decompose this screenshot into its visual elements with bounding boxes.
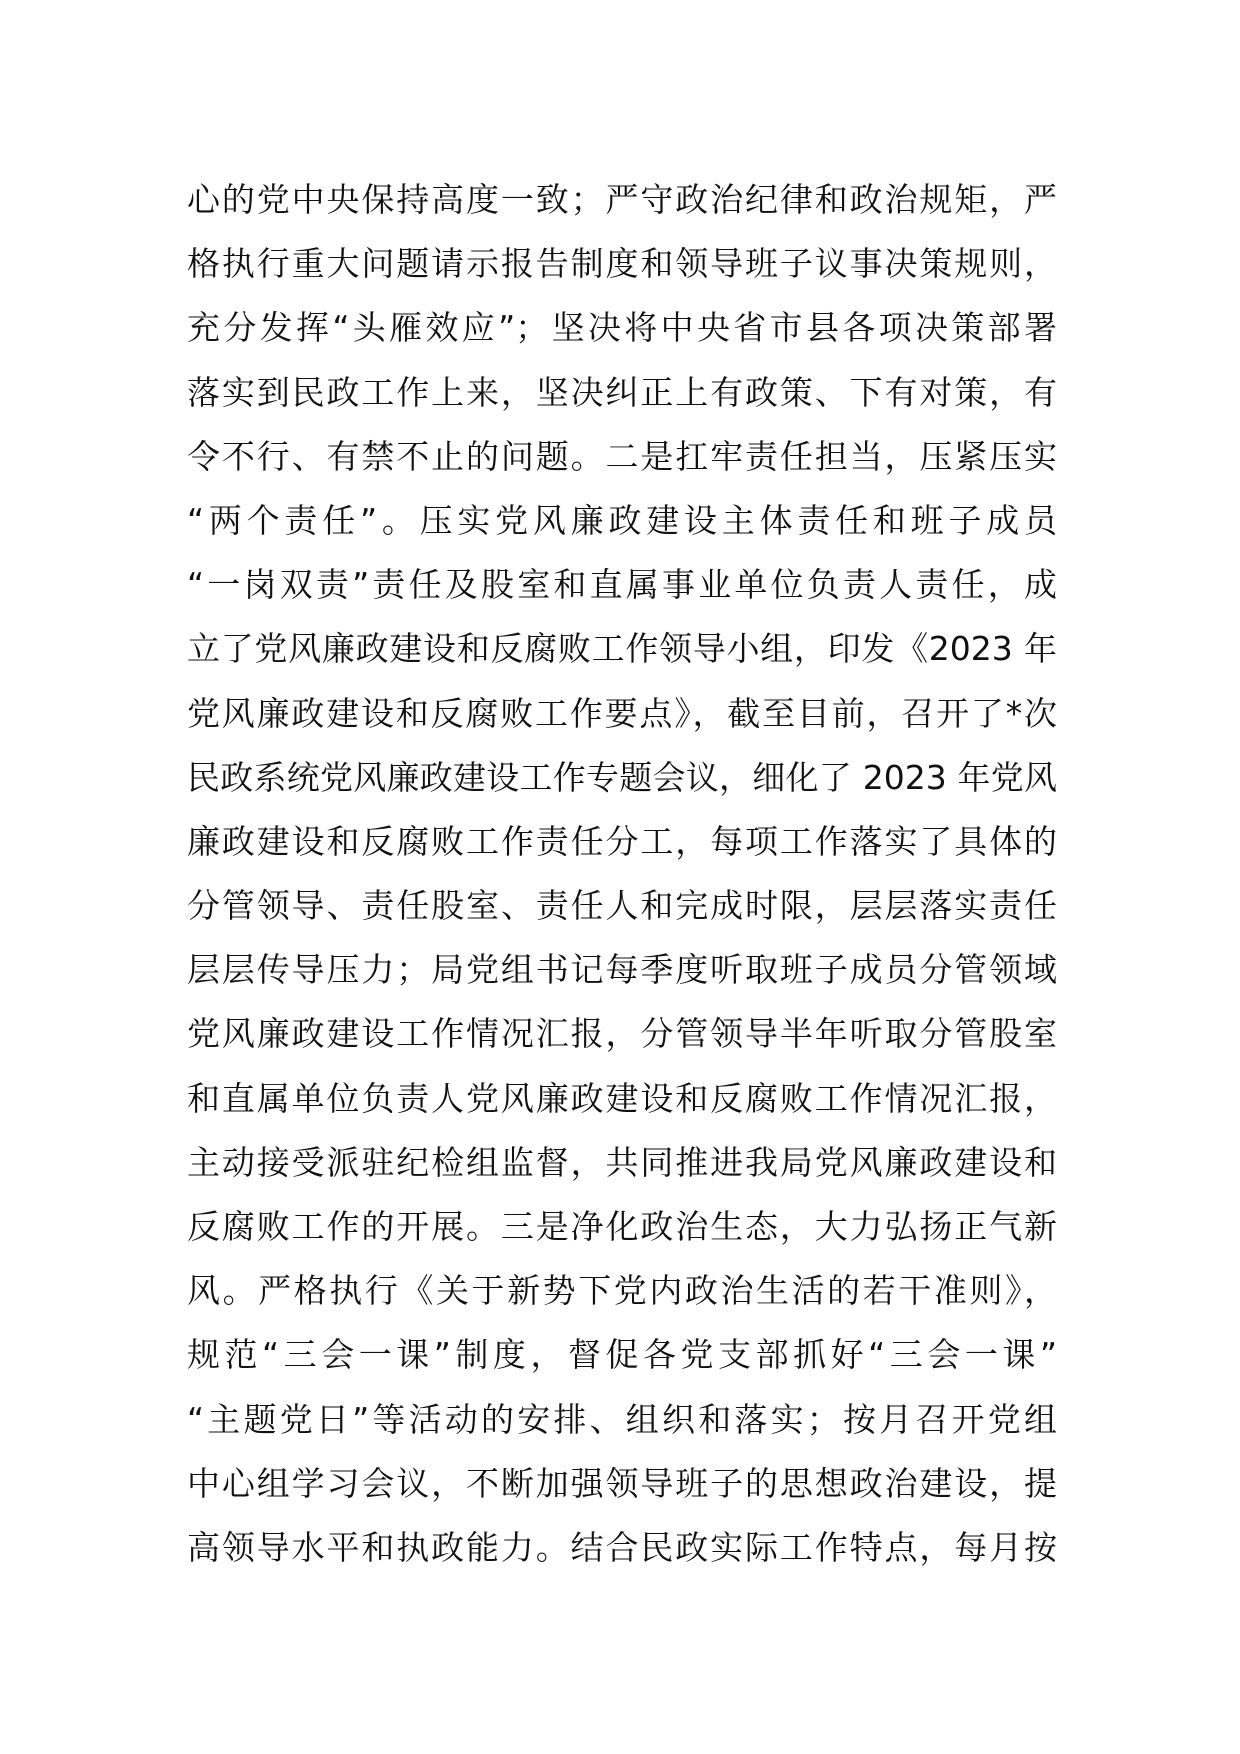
text-line-6: “两个责任”。压实党风廉政建设主体责任和班子成员 [187,500,1057,540]
text-line-17: 反腐败工作的开展。三是净化政治生态，大力弘扬正气新 [187,1207,1057,1246]
text-line-18: 风。严格执行《关于新势下党内政治生活的若干准则》， [187,1271,1057,1311]
text-line-8: 立了党风廉政建设和反腐败工作领导小组，印发《2023 年 [187,629,1057,669]
text-line-16: 主动接受派驻纪检组监督，共同推进我局党风廉政建设和 [187,1142,1057,1182]
text-line-13: 层层传导压力；局党组书记每季度听取班子成员分管领域 [187,950,1057,990]
text-line-9: 党风廉政建设和反腐败工作要点》，截至目前，召开了*次 [187,693,1057,733]
text-line-20: “主题党日”等活动的安排、组织和落实；按月召开党组 [187,1399,1057,1439]
text-line-10: 民政系统党风廉政建设工作专题会议，细化了 2023 年党风 [187,757,1057,797]
text-line-14: 党风廉政建设工作情况汇报，分管领导半年听取分管股室 [187,1014,1057,1054]
text-line-21: 中心组学习会议，不断加强领导班子的思想政治建设，提 [187,1463,1057,1503]
text-line-19: 规范“三会一课”制度，督促各党支部抓好“三会一课” [187,1335,1057,1375]
text-line-1: 心的党中央保持高度一致；严守政治纪律和政治规矩，严 [187,180,1057,219]
text-line-4: 落实到民政工作上来，坚决纠正上有政策、下有对策，有 [187,372,1057,412]
text-line-3: 充分发挥“头雁效应”；坚决将中央省市县各项决策部署 [187,308,1057,348]
text-line-15: 和直属单位负责人党风廉政建设和反腐败工作情况汇报， [187,1078,1057,1118]
text-line-7: “一岗双责”责任及股室和直属事业单位负责人责任，成 [187,565,1057,605]
body-text [187,168,1057,1580]
text-line-12: 分管领导、责任股室、责任人和完成时限，层层落实责任 [187,886,1057,926]
text-line-5: 令不行、有禁不止的问题。二是扛牢责任担当，压紧压实 [187,436,1057,476]
text-line-22: 高领导水平和执政能力。结合民政实际工作特点，每月按 [187,1527,1057,1567]
text-line-2: 格执行重大问题请示报告制度和领导班子议事决策规则， [187,244,1057,284]
text-line-11: 廉政建设和反腐败工作责任分工，每项工作落实了具体的 [187,821,1057,861]
